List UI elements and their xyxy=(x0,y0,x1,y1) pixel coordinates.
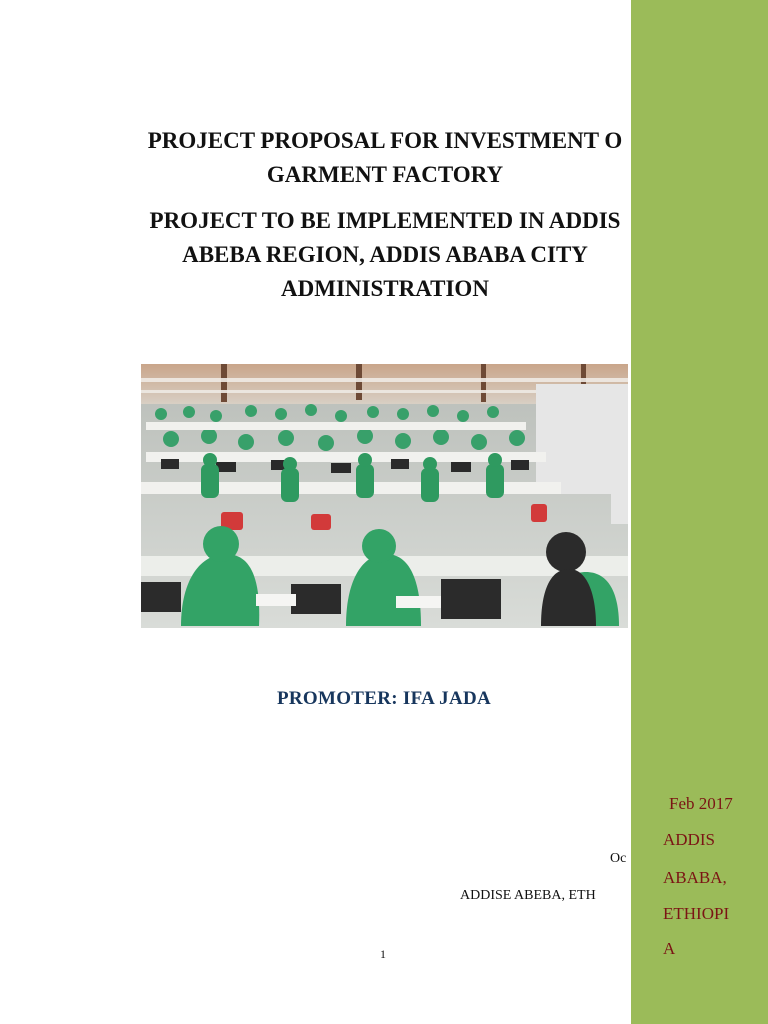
side-color-band xyxy=(628,0,768,1024)
page-number: 1 xyxy=(380,947,386,961)
band-location-line-3: ETHIOPI xyxy=(663,904,730,923)
title-line-2: GARMENT FACTORY xyxy=(266,162,504,187)
band-location-line-1: ADDIS xyxy=(663,830,715,849)
footer-address: ADDISE ABEBA, ETH xyxy=(460,888,596,903)
footer-date-fragment: Oc xyxy=(610,851,627,866)
garment-factory-photo xyxy=(141,364,630,628)
band-date: Feb 2017 xyxy=(669,794,733,813)
promoter-line: PROMOTER: IFA JADA xyxy=(276,688,492,709)
band-location-line-4: A xyxy=(663,939,676,958)
subtitle-line-1: PROJECT TO BE IMPLEMENTED IN ADDIS xyxy=(149,208,621,233)
subtitle-line-3: ADMINISTRATION xyxy=(281,276,489,301)
band-location-line-2: ABABA, xyxy=(663,868,727,887)
title-line-1: PROJECT PROPOSAL FOR INVESTMENT O xyxy=(147,128,623,153)
subtitle-line-2: ABEBA REGION, ADDIS ABABA CITY xyxy=(182,242,588,267)
